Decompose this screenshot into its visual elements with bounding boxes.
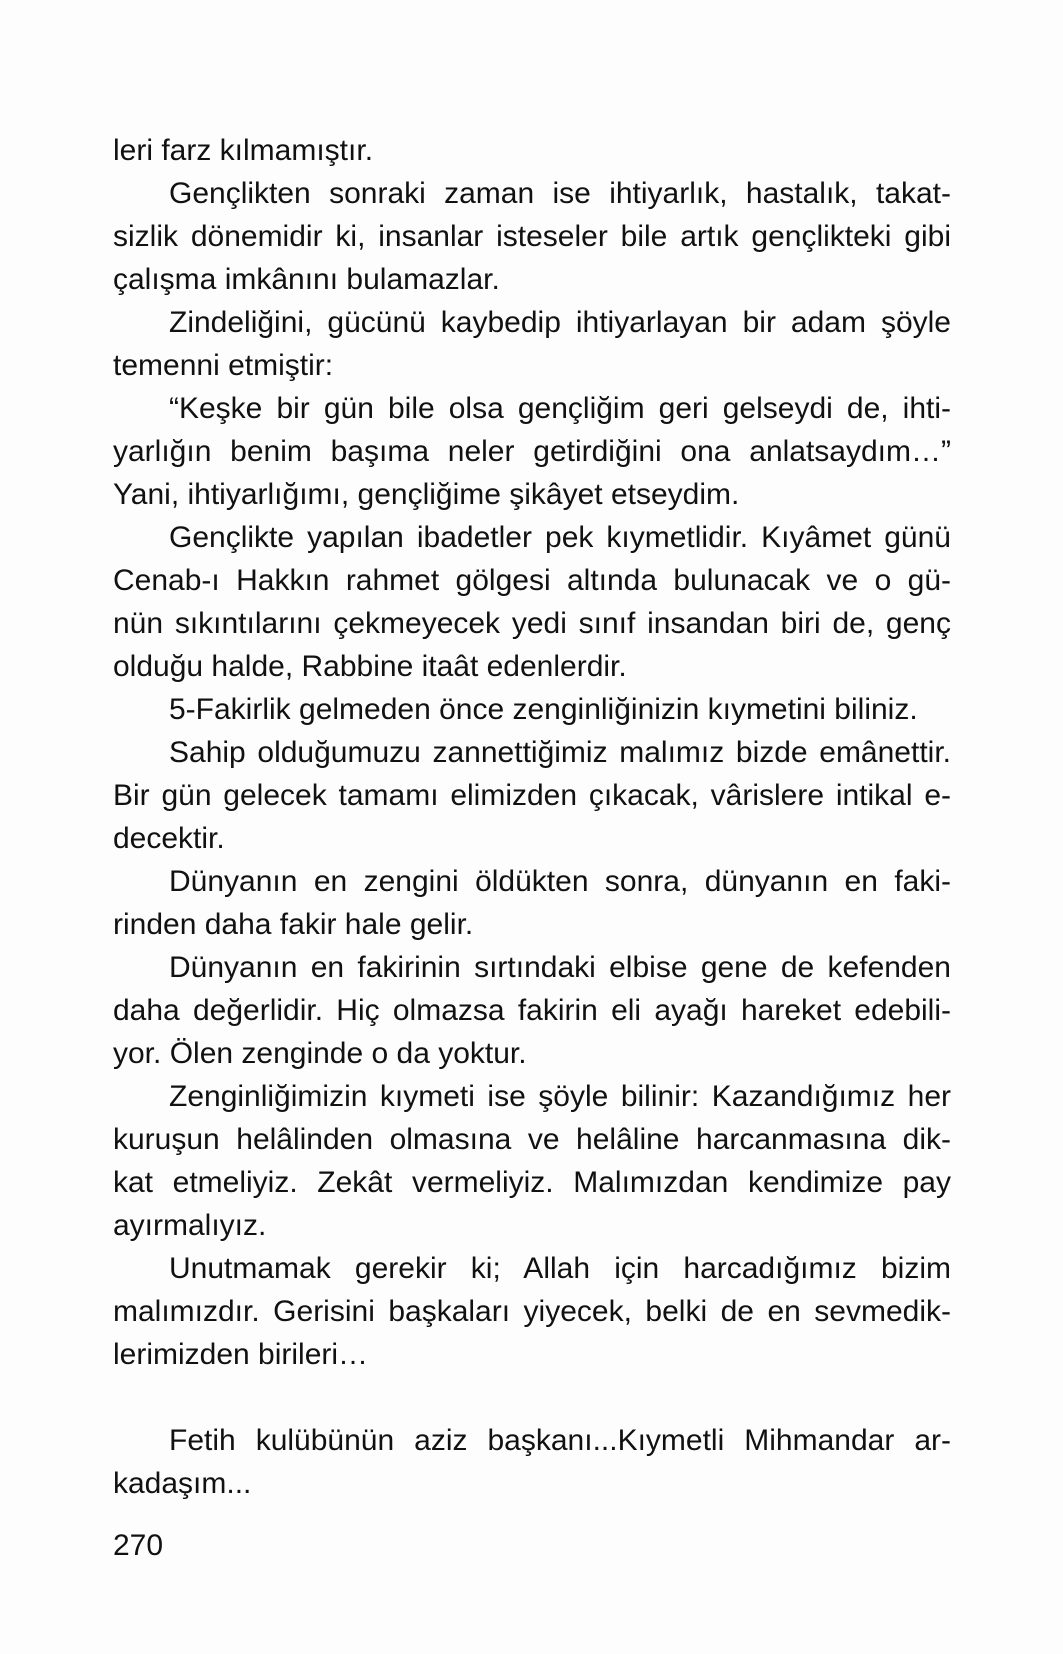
text-line: rinden daha fakir hale gelir. bbox=[113, 908, 474, 941]
text-line: “Keşke bir gün bile olsa gençliğim geri gelseydi de, ihti- bbox=[169, 392, 951, 425]
text-line: olduğu halde, Rabbine itaât edenlerdir. bbox=[113, 650, 627, 683]
paragraph bbox=[113, 301, 951, 387]
text-line: decektir. bbox=[113, 822, 225, 855]
text-line: kadaşım... bbox=[113, 1467, 252, 1500]
page-text bbox=[113, 129, 951, 1505]
paragraph bbox=[113, 860, 951, 946]
text-line: ayırmalıyız. bbox=[113, 1209, 267, 1242]
text-line: leri farz kılmamıştır. bbox=[113, 134, 374, 167]
text-line: malımızdır. Gerisini başkaları yiyecek, belki de en sevmedik- bbox=[113, 1295, 951, 1328]
text-line: Zenginliğimizin kıymeti ise şöyle bilinir: Kazandığımız her bbox=[169, 1080, 951, 1113]
text-line: yarlığın benim başıma neler getirdiğini ona anlatsaydım…” bbox=[113, 435, 951, 468]
text-line: Gençlikte yapılan ibadetler pek kıymetlidir. Kıyâmet günü bbox=[169, 521, 951, 554]
text-line: Dünyanın en fakirinin sırtındaki elbise gene de kefenden bbox=[169, 951, 951, 984]
text-line: nün sıkıntılarını çekmeyecek yedi sınıf insandan biri de, genç bbox=[113, 607, 951, 640]
paragraph bbox=[113, 731, 951, 860]
text-line: Cenab-ı Hakkın rahmet gölgesi altında bulunacak ve o gü- bbox=[113, 564, 951, 597]
text-line: kat etmeliyiz. Zekât vermeliyiz. Malımızdan kendimize pay bbox=[113, 1166, 951, 1199]
text-line: Bir gün gelecek tamamı elimizden çıkacak, vârislere intikal e- bbox=[113, 779, 951, 812]
text-line: yor. Ölen zenginde o da yoktur. bbox=[113, 1037, 527, 1070]
paragraph bbox=[113, 516, 951, 688]
text-line: çalışma imkânını bulamazlar. bbox=[113, 263, 500, 296]
paragraph bbox=[113, 946, 951, 1075]
paragraph bbox=[113, 387, 951, 516]
paragraph bbox=[113, 1419, 951, 1505]
text-line: Unutmamak gerekir ki; Allah için harcadığımız bizim bbox=[169, 1252, 951, 1285]
paragraph bbox=[113, 129, 951, 172]
text-line: lerimizden birileri… bbox=[113, 1338, 369, 1371]
text-line: kuruşun helâlinden olmasına ve helâline harcanmasına dik- bbox=[113, 1123, 951, 1156]
text-line: Sahip olduğumuzu zannettiğimiz malımız bizde emânettir. bbox=[169, 736, 951, 769]
paragraph bbox=[113, 688, 951, 731]
page-number: 270 bbox=[113, 1529, 164, 1562]
text-line: daha değerlidir. Hiç olmazsa fakirin eli ayağı hareket edebili- bbox=[113, 994, 951, 1027]
text-line: Gençlikten sonraki zaman ise ihtiyarlık, hastalık, takat- bbox=[169, 177, 951, 210]
text-line: 5-Fakirlik gelmeden önce zenginliğinizin kıymetini biliniz. bbox=[169, 693, 918, 726]
text-line: Yani, ihtiyarlığımı, gençliğime şikâyet etseydim. bbox=[113, 478, 740, 511]
paragraph bbox=[113, 1247, 951, 1376]
text-line: Dünyanın en zengini öldükten sonra, dünyanın en faki- bbox=[169, 865, 951, 898]
text-line: sizlik dönemidir ki, insanlar isteseler bile artık gençlikteki gibi bbox=[113, 220, 951, 253]
text-line: temenni etmiştir: bbox=[113, 349, 334, 382]
text-line: Fetih kulübünün aziz başkanı...Kıymetli Mihmandar ar- bbox=[169, 1424, 951, 1457]
text-line: Zindeliğini, gücünü kaybedip ihtiyarlayan bir adam şöyle bbox=[169, 306, 951, 339]
paragraph bbox=[113, 172, 951, 301]
paragraph bbox=[113, 1075, 951, 1247]
